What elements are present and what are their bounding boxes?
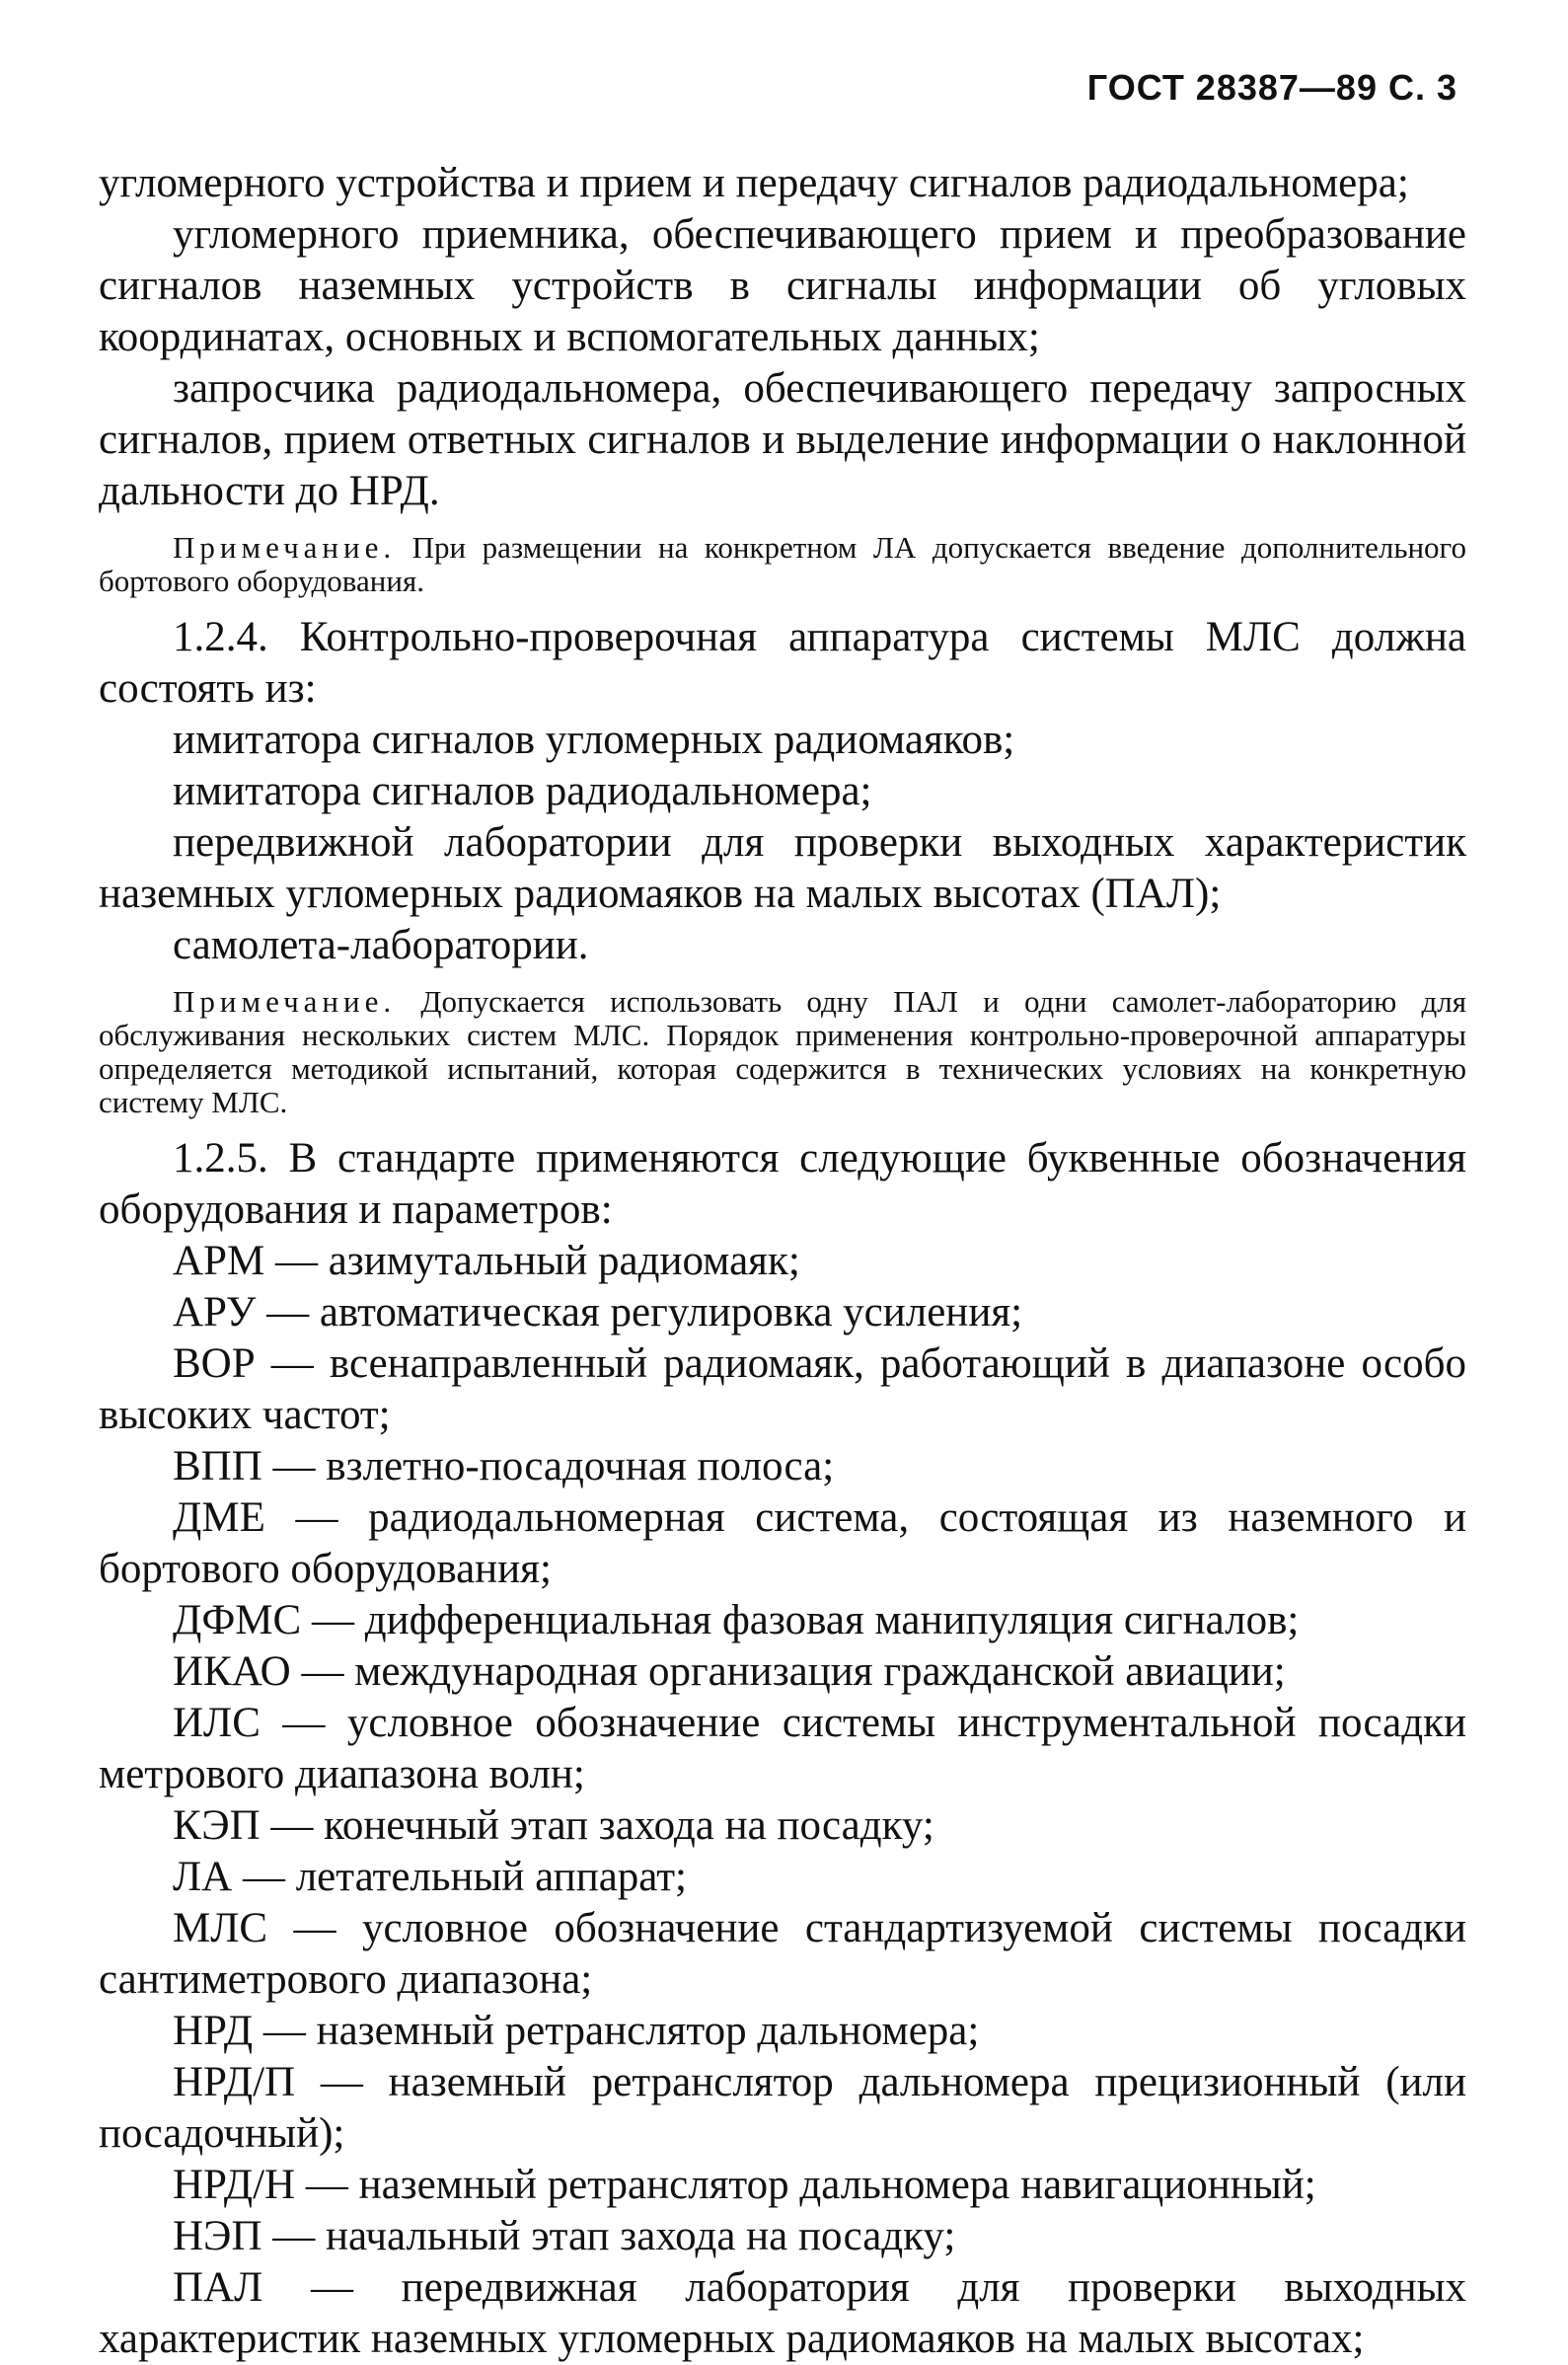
paragraph: угломерного приемника, обеспечивающего прием и преобразование сигналов наземных устройств в сигналы информации об угловых координатах, основных и вспомогательных данных; [99,211,1466,360]
note-text: При размещении на конкретном ЛА допускается введение дополнительного бортового оборудования. [99,530,1467,598]
paragraph: угломерного устройства и прием и передачу сигналов радиодальномера; [99,160,1409,206]
page-body [99,158,1466,2365]
abbreviation-item: ЛА — летательный аппарат; [173,1854,687,1900]
section-1-2-4: 1.2.4. Контрольно-проверочная аппаратура системы МЛС должна состоять из: [99,614,1466,712]
abbreviation-item: НРД/Н — наземный ретранслятор дальномера навигационный; [173,2162,1316,2208]
note [99,985,1466,1119]
abbreviation-item: МЛС — условное обозначение стандартизуемой системы посадки сантиметрового диапазона; [99,1905,1466,2003]
abbreviation-item: КЭП — конечный этап захода на посадку; [173,1802,934,1849]
abbreviation-item: АРМ — азимутальный радиомаяк; [173,1238,800,1284]
paragraph: запросчика радиодальномера, обеспечивающего передачу запросных сигналов, прием ответных сигналов и выделение информации о наклонной дальности до НРД. [99,365,1466,514]
abbreviation-item: ДМЕ — радиодальномерная система, состоящая из наземного и бортового оборудования; [99,1494,1466,1592]
note-label: Примечание. [173,984,397,1019]
abbreviation-item: ДФМС — дифференциальная фазовая манипуляция сигналов; [173,1597,1300,1643]
page-header: ГОСТ 28387—89 С. 3 [1086,67,1457,108]
list-item: передвижной лаборатории для проверки выходных характеристик наземных угломерных радиомаяков на малых высотах (ПАЛ); [99,819,1466,917]
abbreviation-item: ИЛС — условное обозначение системы инструментальной посадки метрового диапазона волн; [99,1700,1466,1797]
list-item: самолета-лаборатории. [173,922,589,968]
note [99,531,1466,598]
note-text: Допускается использовать одну ПАЛ и одни самолет-лабораторию для обслуживания нескольких систем МЛС. Порядок применения контрольно-проверочной аппаратуры определяется методикой испытаний, которая содержится в технических условиях на конкретную систему МЛС. [99,984,1467,1119]
list-item: имитатора сигналов угломерных радиомаяков; [173,717,1015,763]
abbreviation-item: ИКАО — международная организация гражданской авиации; [173,1648,1286,1695]
abbreviation-item: ПАЛ — передвижная лаборатория для проверки выходных характеристик наземных угломерных радиомаяков на малых высотах; [99,2264,1466,2362]
list-item: имитатора сигналов радиодальномера; [173,768,872,814]
abbreviation-item: НЭП — начальный этап захода на посадку; [173,2213,956,2259]
abbreviation-item: ВПП — взлетно-посадочная полоса; [173,1443,835,1489]
abbreviation-item: НРД/П — наземный ретранслятор дальномера прецизионный (или посадочный); [99,2059,1466,2157]
section-1-2-5: 1.2.5. В стандарте применяются следующие буквенные обозначения оборудования и параметров: [99,1135,1466,1233]
abbreviation-item: ВОР — всенаправленный радиомаяк, работающий в диапазоне особо высоких частот; [99,1340,1466,1438]
note-label: Примечание. [173,530,397,565]
abbreviation-item: АРУ — автоматическая регулировка усиления; [173,1289,1023,1335]
abbreviation-item: НРД — наземный ретранслятор дальномера; [173,2008,980,2054]
